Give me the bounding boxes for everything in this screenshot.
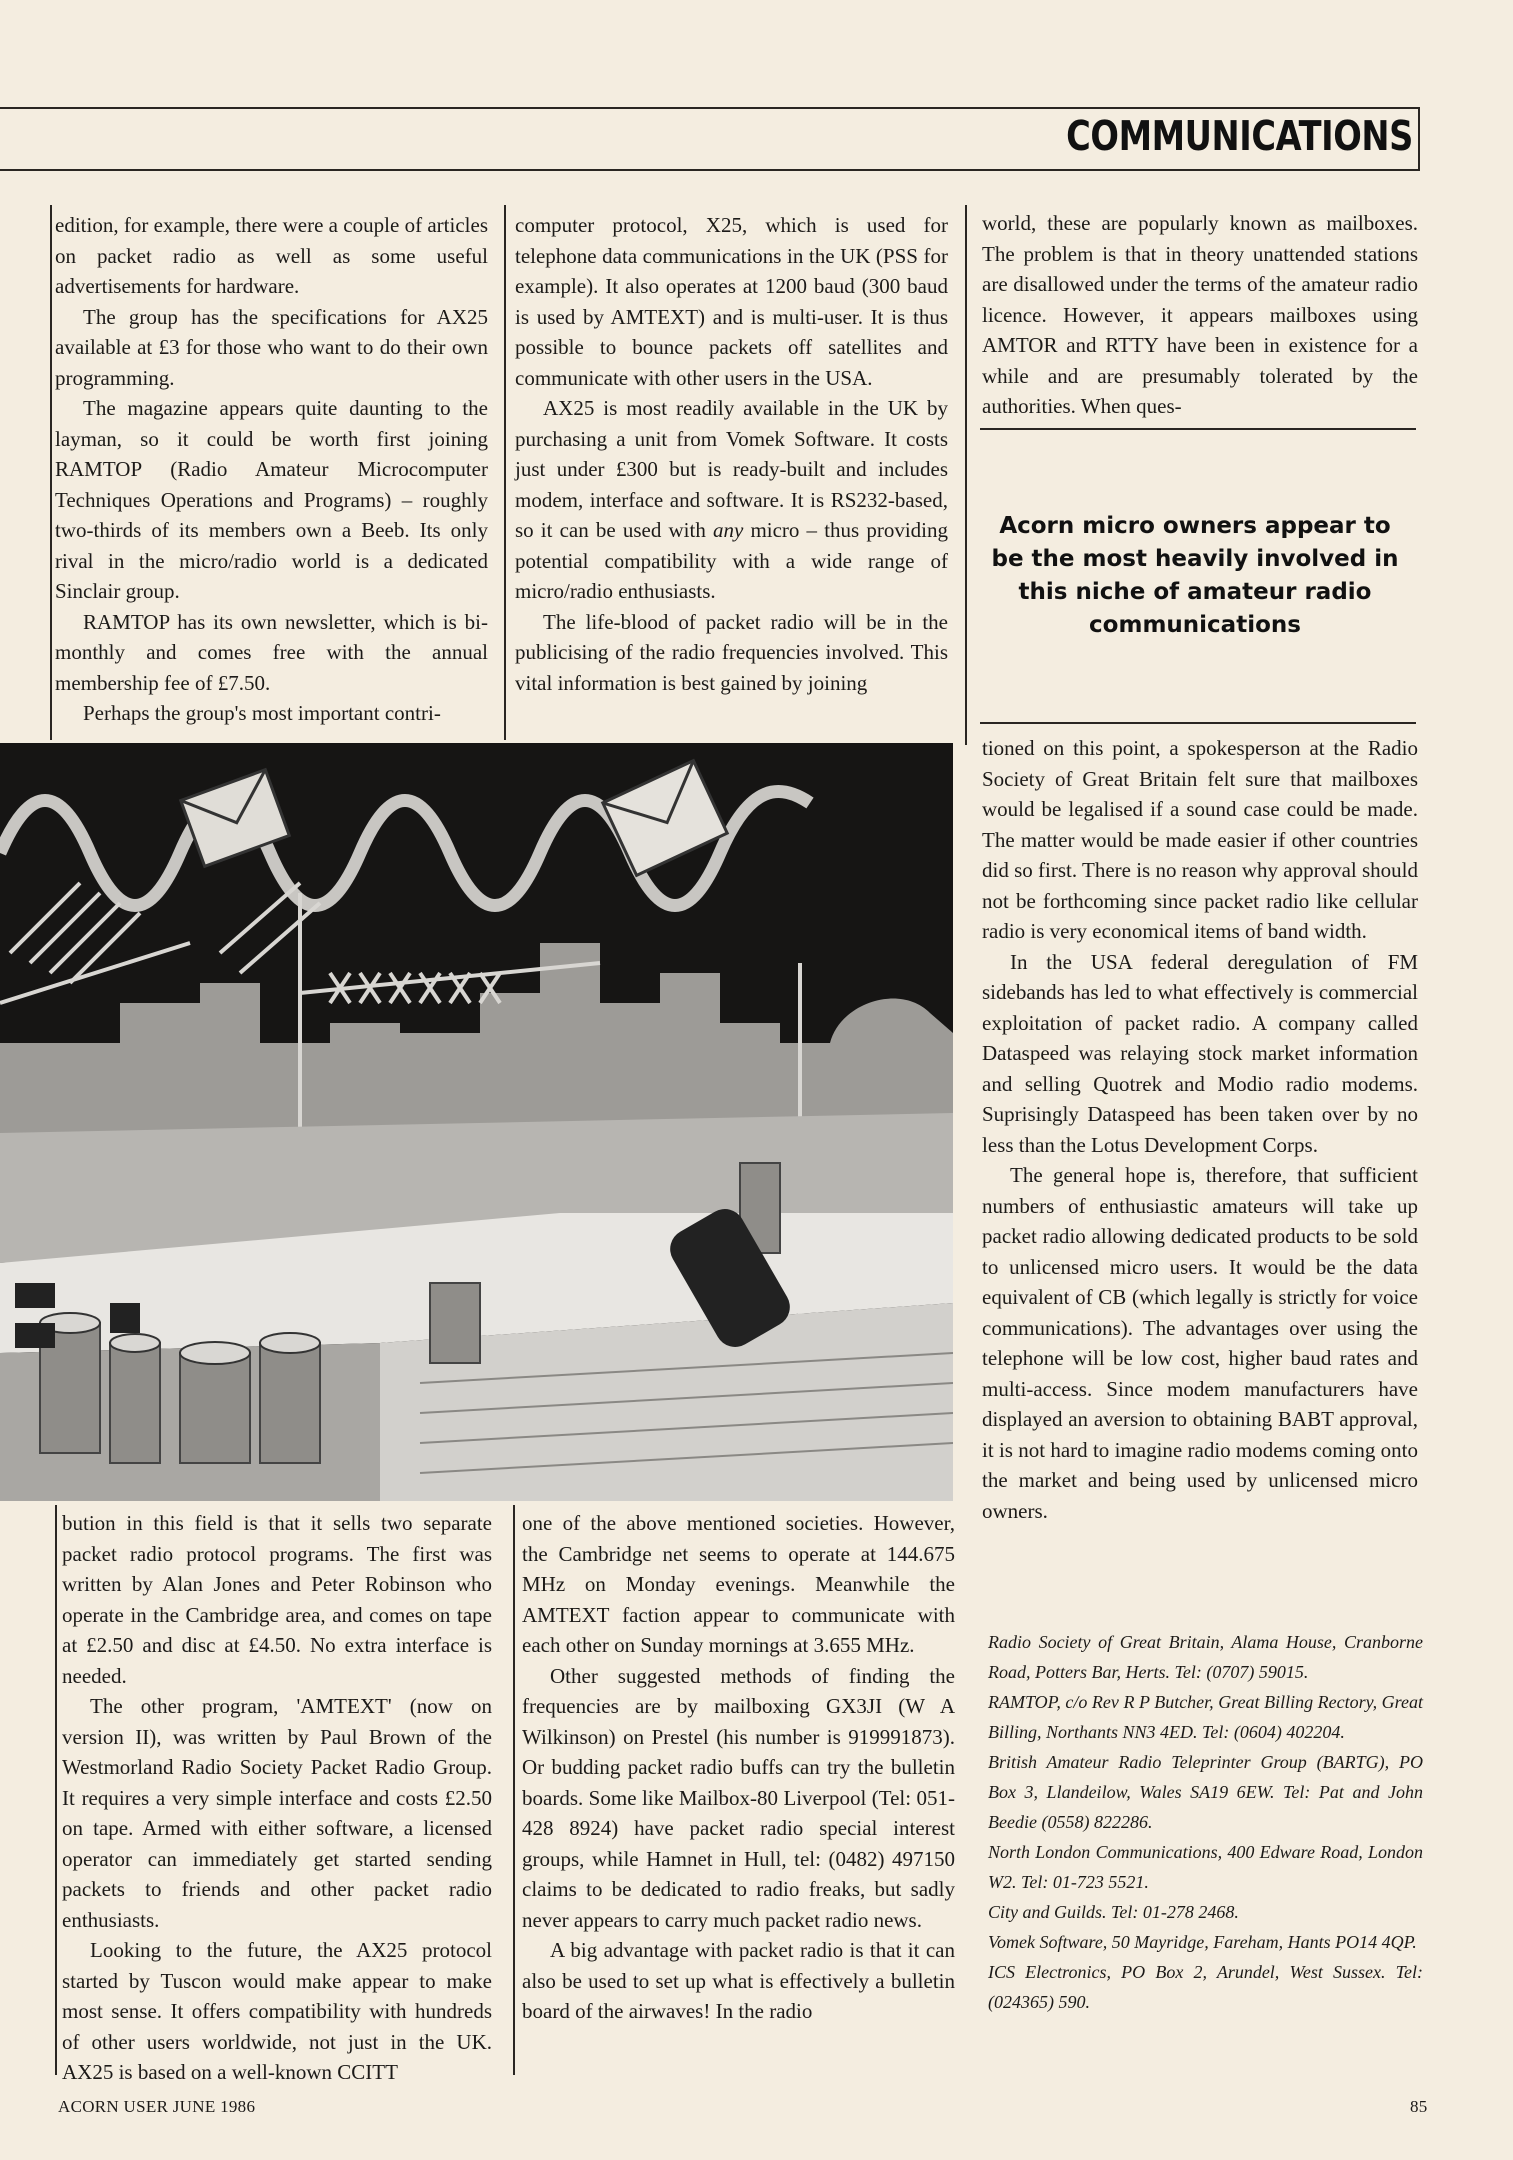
pullquote-bottom-rule [980,722,1416,724]
column-3-bottom [982,733,1418,1526]
col2-left-rule [504,205,506,740]
col2-bottom-left-rule [513,1505,515,2075]
col1-bottom-left-rule [55,1505,57,2075]
address-entry: Radio Society of Great Britain, Alama House, Cranborne Road, Potters Bar, Herts. Tel: (0707) 59015. [988,1632,1423,1682]
paragraph: one of the above mentioned societies. However, the Cambridge net seems to operate at 144.675 MHz on Monday evenings. Meanwhile the AMTEXT faction appear to communicate with each other on Sunday mornings at 3.655 MHz. [522,1511,955,1657]
footer-magazine: ACORN USER JUNE 1986 [58,2097,256,2116]
column-1-top [55,210,488,729]
col3-left-rule [965,205,967,745]
section-title: COMMUNICATIONS [1066,112,1413,160]
paragraph: The magazine appears quite daunting to the layman, so it could be worth first joining RAMTOP (Radio Amateur Microcomputer Techniques Operations and Programs) – roughly two-thirds of its members own a Beeb. Its only rival in the micro/radio world is a dedicated Sinclair group. [55,396,488,603]
paragraph: computer protocol, X25, which is used for telephone data communications in the UK (PSS for example). It also operates at 1200 baud (300 baud is used by AMTEXT) and is multi-user. It is thus possible to bounce packets off satellites and communicate with other users in the USA. [515,213,948,390]
paragraph: Perhaps the group's most important contri- [83,701,441,725]
text-run: AX25 is most readily available in the UK by purchasing a unit from Vomek Software. It costs just under £300 but is ready-built and includes modem, interface and software. It is RS232-based, so it can be used with [515,396,948,542]
paragraph: The other program, 'AMTEXT' (now on version II), was written by Paul Brown of the Westmorland Radio Society Packet Radio Group. It requires a very simple interface and costs £2.50 on tape. Armed with either software, a licensed operator can immediately get started sending packets to friends and other packet radio enthusiasts. [62,1694,492,1932]
paragraph: tioned on this point, a spokesperson at the Radio Society of Great Britain felt sure that mailboxes would be legalised if a sound case could be made. The matter would be made easier if other countries did so first. There is no reason why approval should not be forthcoming since packet radio like cellular radio is very economical items of band width. [982,736,1418,943]
address-entry: RAMTOP, c/o Rev R P Butcher, Great Billing Rectory, Great Billing, Northants NN3 4ED. Tel: (0604) 402204. [988,1692,1423,1742]
text-run: micro – thus providing potential compatibility with a wide range of micro/radio enthusiasts. [515,518,949,603]
header-top-rule [0,107,1420,109]
paragraph: Other suggested methods of finding the frequencies are by mailboxing GX3JI (W A Wilkinson) on Prestel (his number is 919991873). Or budding packet radio buffs can try the bulletin boards. Some like Mailbox-80 Liverpool (Tel: 051-428 8924) have packet radio special interest groups, while Hamnet in Hull, tel: (0482) 497150 claims to be dedicated to radio freaks, but sadly never appears to carry much packet radio news. [522,1663,955,1932]
column-1-bottom [62,1508,492,2088]
paragraph: edition, for example, there were a couple of articles on packet radio as well as some useful advertisements for hardware. [55,213,488,298]
header-bottom-rule [0,169,1420,171]
address-entry: ICS Electronics, PO Box 2, Arundel, West Sussex. Tel: (024365) 590. [988,1962,1423,2012]
paragraph: A big advantage with packet radio is that it can also be used to set up what is effectively a bulletin board of the airwaves! In the radio [522,1938,955,2023]
paragraph: RAMTOP has its own newsletter, which is bi-monthly and comes free with the annual membership fee of £7.50. [55,609,488,695]
paragraph: Looking to the future, the AX25 protocol started by Tuscon would make appear to make most sense. It offers compatibility with hundreds of other users worldwide, not just in the UK. AX25 is based on a well-known CCITT [62,1938,492,2084]
column-2-top [515,210,948,698]
header-right-rule [1418,107,1420,169]
pull-quote: Acorn micro owners appear to be the most heavily involved in this niche of amateur radio communications [991,513,1399,638]
column-3-top [982,208,1418,422]
paragraph: bution in this field is that it sells two separate packet radio protocol programs. The first was written by Alan Jones and Peter Robinson who operate in the Cambridge area, and comes on tape at £2.50 and disc at £4.50. No extra interface is needed. [62,1511,492,1688]
paragraph [515,393,948,607]
paragraph: The life-blood of packet radio will be in the publicising of the radio frequencies involved. This vital information is best gained by joining [515,609,948,695]
address-list [988,1627,1423,2017]
address-entry: North London Communications, 400 Edware Road, London W2. Tel: 01-723 5521. [988,1842,1423,1892]
address-entry: City and Guilds. Tel: 01-278 2468. [988,1902,1239,1922]
paragraph: The group has the specifications for AX25 available at £3 for those who want to do their own programming. [55,304,488,390]
address-entry: British Amateur Radio Teleprinter Group (BARTG), PO Box 3, Llandeilow, Wales SA19 6EW. Tel: Pat and John Beedie (0558) 822286. [988,1752,1423,1832]
paragraph: world, these are popularly known as mailboxes. The problem is that in theory unattended stations are disallowed under the terms of the amateur radio licence. However, it appears mailboxes using AMTOR and RTTY have been in existence for a while and are presumably tolerated by the authorities. When ques- [982,211,1418,418]
pullquote-top-rule [980,428,1416,430]
rooftop-antenna-illustration [0,743,953,1501]
emphasis: any [712,518,744,542]
col1-left-rule [50,205,52,740]
column-2-bottom [522,1508,955,2027]
address-entry: Vomek Software, 50 Mayridge, Fareham, Hants PO14 4QP. [988,1932,1417,1952]
footer-page-number: 85 [1410,2097,1428,2116]
paragraph: In the USA federal deregulation of FM sidebands has led to what effectively is commercial exploitation of packet radio. A company called Dataspeed was relaying stock market information and selling Quotrek and Modio radio modems. Suprisingly Dataspeed has been taken over by no less than the Lotus Development Corps. [982,949,1418,1157]
paragraph: The general hope is, therefore, that sufficient numbers of enthusiastic amateurs will take up packet radio allowing dedicated products to be sold to unlicensed micro users. It would be the data equivalent of CB (which legally is strictly for voice communications). The advantages over using the telephone will be low cost, higher baud rates and multi-access. Since modem manufacturers have displayed an aversion to obtaining BABT approval, it is not hard to imagine radio modems coming onto the market and being used by unlicensed micro owners. [982,1163,1418,1523]
